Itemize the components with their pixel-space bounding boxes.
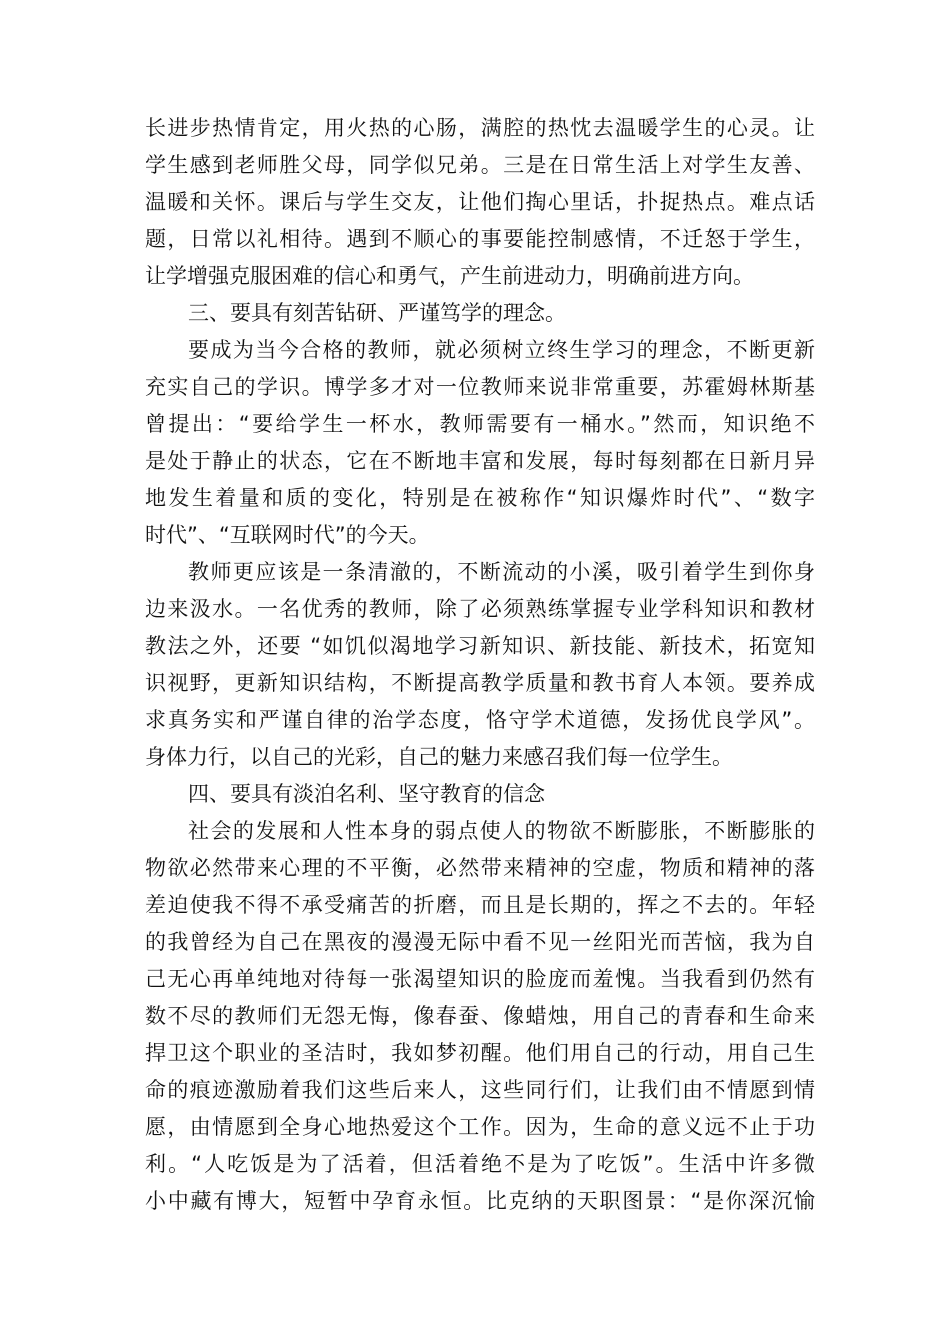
text-line: 己无心再单纯地对待每一张渴望知识的脸庞而羞愧。当我看到仍然有 bbox=[145, 967, 815, 991]
text-line: 求真务实和严谨自律的治学态度，恪守学术道德，发扬优良学风”。 bbox=[145, 708, 815, 732]
text-line: 命的痕迹激励着我们这些后来人，这些同行们，让我们由不情愿到情 bbox=[145, 1078, 815, 1102]
text-line: 曾提出：“要给学生一杯水，教师需要有一桶水。”然而，知识绝不 bbox=[145, 412, 815, 436]
text-line: 差迫使我不得不承受痛苦的折磨，而且是长期的，挥之不去的。年轻 bbox=[145, 893, 815, 917]
text-line: 时代”、“互联网时代”的今天。 bbox=[145, 523, 430, 547]
text-line: 让学增强克服困难的信心和勇气，产生前进动力，明确前进方向。 bbox=[145, 264, 754, 288]
text-line: 长进步热情肯定，用火热的心肠，满腔的热忱去温暖学生的心灵。让 bbox=[145, 116, 815, 140]
text-line: 学生感到老师胜父母，同学似兄弟。三是在日常生活上对学生友善、 bbox=[145, 153, 815, 177]
text-line: 题，日常以礼相待。遇到不顺心的事要能控制感情，不迁怒于学生， bbox=[145, 227, 815, 251]
paragraph-first-line: 社会的发展和人性本身的弱点使人的物欲不断膨胀，不断膨胀的 bbox=[188, 819, 815, 843]
text-line: 是处于静止的状态，它在不断地丰富和发展，每时每刻都在日新月异 bbox=[145, 449, 815, 473]
text-line: 温暖和关怀。课后与学生交友，让他们掏心里话，扑捉热点。难点话 bbox=[145, 190, 815, 214]
paragraph-first-line: 教师更应该是一条清澈的，不断流动的小溪，吸引着学生到你身 bbox=[188, 560, 815, 584]
text-line: 地发生着量和质的变化，特别是在被称作“知识爆炸时代”、“数字 bbox=[145, 486, 815, 510]
paragraph-first-line: 要成为当今合格的教师，就必须树立终生学习的理念，不断更新 bbox=[188, 338, 815, 362]
text-line: 数不尽的教师们无怨无悔，像春蚕、像蜡烛，用自己的青春和生命来 bbox=[145, 1004, 815, 1028]
text-line: 捍卫这个职业的圣洁时，我如梦初醒。他们用自己的行动，用自己生 bbox=[145, 1041, 815, 1065]
text-line: 识视野，更新知识结构，不断提高教学质量和教书育人本领。要养成 bbox=[145, 671, 815, 695]
section-heading: 四、要具有淡泊名利、坚守教育的信念 bbox=[188, 782, 545, 806]
text-line: 愿，由情愿到全身心地热爱这个工作。因为，生命的意义远不止于功 bbox=[145, 1115, 815, 1139]
section-heading: 三、要具有刻苦钻研、严谨笃学的理念。 bbox=[188, 301, 566, 325]
text-line: 身体力行，以自己的光彩，自己的魅力来感召我们每一位学生。 bbox=[145, 745, 733, 769]
text-line: 教法之外，还要 “如饥似渴地学习新知识、新技能、新技术，拓宽知 bbox=[145, 634, 815, 658]
text-line: 的我曾经为自己在黑夜的漫漫无际中看不见一丝阳光而苦恼，我为自 bbox=[145, 930, 815, 954]
text-line: 充实自己的学识。博学多才对一位教师来说非常重要，苏霍姆林斯基 bbox=[145, 375, 815, 399]
text-line: 物欲必然带来心理的不平衡，必然带来精神的空虚，物质和精神的落 bbox=[145, 856, 815, 880]
text-line: 边来汲水。一名优秀的教师，除了必须熟练掌握专业学科知识和教材 bbox=[145, 597, 815, 621]
text-line: 利。“人吃饭是为了活着，但活着绝不是为了吃饭”。生活中许多微 bbox=[145, 1152, 815, 1176]
text-line: 小中藏有博大，短暂中孕育永恒。比克纳的天职图景：“是你深沉愉 bbox=[145, 1189, 815, 1213]
